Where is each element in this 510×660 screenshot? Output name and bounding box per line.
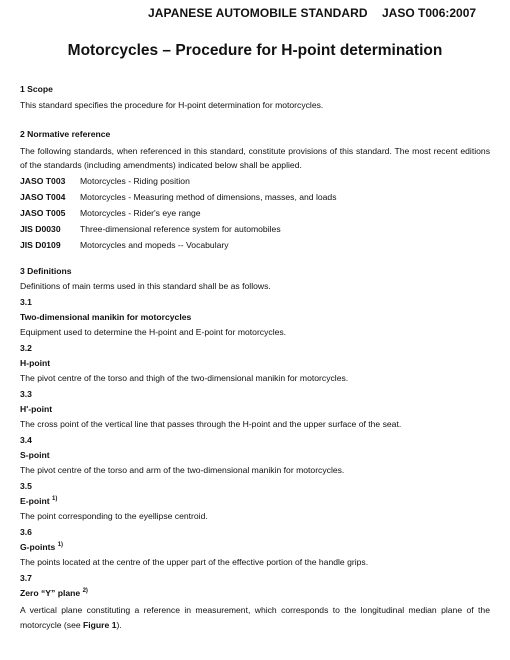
definition-item xyxy=(20,481,490,522)
figure-reference: Figure 1 xyxy=(83,620,117,630)
document-title: Motorcycles – Procedure for H-point determination xyxy=(67,42,443,59)
reference-code: JASO T003 xyxy=(20,175,66,186)
definition-item xyxy=(20,573,490,633)
scope-text: This standard specifies the procedure for H-point determination for motorcycles. xyxy=(20,100,324,110)
header-standard-code: JASO T006:2007 xyxy=(382,6,477,20)
definition-text: The cross point of the vertical line that passes through the H-point and the upper surface of the seat. xyxy=(20,419,402,429)
reference-row xyxy=(20,237,490,253)
normative-intro: The following standards, when referenced in this standard, constitute provisions of this standard. The most recent editions of the standards (including amendments) indicated below shall be applied. xyxy=(20,146,490,170)
reference-title: Motorcycles and mopeds -- Vocabulary xyxy=(80,239,229,250)
definition-number: 3.6 xyxy=(20,527,32,537)
definition-item xyxy=(20,435,490,476)
definition-number: 3.5 xyxy=(20,481,32,491)
definition-term: Zero “Y” plane $^{2)}$ xyxy=(20,588,88,598)
normative-heading: 2 Normative reference xyxy=(20,129,111,139)
header-standard-name: JAPANESE AUTOMOBILE STANDARD xyxy=(148,6,368,20)
definition-item xyxy=(20,343,490,384)
document-body xyxy=(20,84,490,633)
definition-term: S-point xyxy=(20,450,50,460)
reference-row xyxy=(20,205,490,221)
definition-text: A vertical plane constituting a reference in measurement, which corresponds to the longitudinal median plane of the motorcycle (see Figure 1). xyxy=(20,605,490,630)
definition-text: The pivot centre of the torso and arm of the two-dimensional manikin for motorcycles. xyxy=(20,465,345,475)
reference-row xyxy=(20,173,490,189)
reference-code: JASO T005 xyxy=(20,207,66,218)
definition-text: The point corresponding to the eyellipse centroid. xyxy=(20,511,208,521)
definition-number: 3.2 xyxy=(20,343,32,353)
definitions-intro: Definitions of main terms used in this standard shall be as follows. xyxy=(20,281,271,291)
definition-number: 3.3 xyxy=(20,389,32,399)
reference-title: Motorcycles - Measuring method of dimensions, masses, and loads xyxy=(80,191,337,202)
definition-item xyxy=(20,527,490,568)
reference-code: JIS D0030 xyxy=(20,223,61,234)
reference-title: Motorcycles - Rider's eye range xyxy=(80,207,201,218)
reference-title: Motorcycles - Riding position xyxy=(80,175,190,186)
reference-row xyxy=(20,221,490,237)
definition-number: 3.1 xyxy=(20,297,32,307)
reference-code: JASO T004 xyxy=(20,191,66,202)
definitions-heading: 3 Definitions xyxy=(20,266,72,276)
definition-term: E-point $^{1)}$ xyxy=(20,496,58,506)
definition-item xyxy=(20,297,490,338)
definition-term: H'-point xyxy=(20,404,53,414)
definition-item xyxy=(20,389,490,430)
definition-text: The pivot centre of the torso and thigh of the two-dimensional manikin for motorcycles. xyxy=(20,373,349,383)
reference-code: JIS D0109 xyxy=(20,239,61,250)
definition-text: Equipment used to determine the H-point and E-point for motorcycles. xyxy=(20,327,287,337)
scope-heading: 1 Scope xyxy=(20,84,53,94)
definition-term: G-points $^{1)}$ xyxy=(20,542,64,552)
page-header xyxy=(0,6,510,24)
definition-term: H-point xyxy=(20,358,51,368)
definition-number: 3.4 xyxy=(20,435,32,445)
definition-term: Two-dimensional manikin for motorcycles xyxy=(20,312,192,322)
definition-number: 3.7 xyxy=(20,573,32,583)
reference-title: Three-dimensional reference system for automobiles xyxy=(80,223,281,234)
reference-list xyxy=(20,173,490,253)
definition-text: The points located at the centre of the upper part of the effective portion of the handle grips. xyxy=(20,557,369,567)
reference-row xyxy=(20,189,490,205)
